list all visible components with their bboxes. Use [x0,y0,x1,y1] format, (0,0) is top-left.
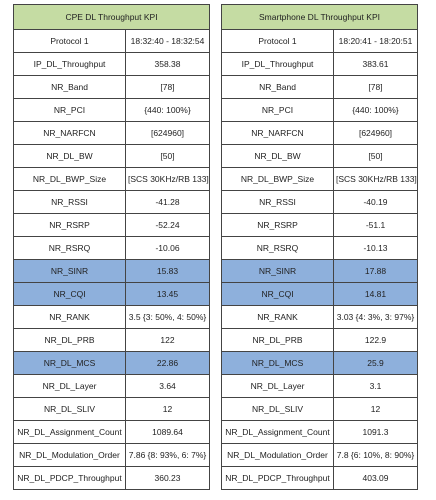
smartphone-kpi-value: 3.03 {4: 3%, 3: 97%} [334,306,418,329]
smartphone-kpi-value: {440: 100%} [334,99,418,122]
cpe-table-row [14,329,210,352]
cpe-kpi-label: NR_DL_Layer [14,375,126,398]
cpe-kpi-value: [SCS 30KHz/RB 133] [126,168,210,191]
cpe-table-row [14,398,210,421]
cpe-kpi-body [14,30,210,490]
smartphone-kpi-value: [50] [334,145,418,168]
smartphone-kpi-label: NR_DL_BWP_Size [222,168,334,191]
cpe-kpi-label: NR_RSSI [14,191,126,214]
smartphone-kpi-value: [SCS 30KHz/RB 133] [334,168,418,191]
cpe-kpi-value: 12 [126,398,210,421]
smartphone-kpi-value: 383.61 [334,53,418,76]
cpe-table-row [14,352,210,375]
cpe-table-row [14,260,210,283]
smartphone-kpi-value: 25.9 [334,352,418,375]
cpe-kpi-label: NR_RSRP [14,214,126,237]
smartphone-table-row [222,260,418,283]
cpe-table-row [14,76,210,99]
smartphone-kpi-body [222,30,418,490]
smartphone-table-row [222,283,418,306]
smartphone-table-row [222,375,418,398]
smartphone-kpi-label: NR_DL_Assignment_Count [222,421,334,444]
smartphone-kpi-label: Protocol 1 [222,30,334,53]
smartphone-kpi-value: 14.81 [334,283,418,306]
cpe-table-row [14,467,210,490]
cpe-kpi-value: 22.86 [126,352,210,375]
cpe-kpi-value: [50] [126,145,210,168]
smartphone-table-row [222,122,418,145]
smartphone-kpi-value: [78] [334,76,418,99]
smartphone-kpi-value: -10.13 [334,237,418,260]
cpe-kpi-value: -10.06 [126,237,210,260]
cpe-kpi-label: NR_DL_PRB [14,329,126,352]
smartphone-kpi-label: NR_DL_SLIV [222,398,334,421]
smartphone-kpi-label: NR_DL_BW [222,145,334,168]
cpe-kpi-label: NR_DL_BW [14,145,126,168]
smartphone-kpi-value: 122.9 [334,329,418,352]
smartphone-table-row [222,444,418,467]
cpe-kpi-value: 13.45 [126,283,210,306]
cpe-kpi-label: NR_PCI [14,99,126,122]
smartphone-table-row [222,421,418,444]
cpe-kpi-value: [78] [126,76,210,99]
smartphone-kpi-label: NR_DL_Modulation_Order [222,444,334,467]
smartphone-table-row [222,329,418,352]
cpe-kpi-value: 360.23 [126,467,210,490]
smartphone-kpi-label: NR_PCI [222,99,334,122]
smartphone-table-row [222,306,418,329]
smartphone-kpi-label: NR_DL_PDCP_Throughput [222,467,334,490]
smartphone-kpi-label: NR_RSRQ [222,237,334,260]
cpe-table-row [14,237,210,260]
cpe-kpi-label: NR_DL_BWP_Size [14,168,126,191]
cpe-kpi-value: -52.24 [126,214,210,237]
cpe-table-row [14,145,210,168]
smartphone-kpi-label: NR_SINR [222,260,334,283]
cpe-kpi-value: 358.38 [126,53,210,76]
smartphone-kpi-label: NR_RANK [222,306,334,329]
smartphone-kpi-value: 18:20:41 - 18:20:51 [334,30,418,53]
smartphone-kpi-title: Smartphone DL Throughput KPI [222,5,418,30]
cpe-table-row [14,168,210,191]
cpe-table-row [14,444,210,467]
cpe-kpi-value: 7.86 {8: 93%, 6: 7%} [126,444,210,467]
smartphone-table-row [222,237,418,260]
cpe-table-row [14,283,210,306]
smartphone-kpi-value: 7.8 {6: 10%, 8: 90%} [334,444,418,467]
cpe-table-row [14,191,210,214]
cpe-kpi-label: NR_DL_Modulation_Order [14,444,126,467]
smartphone-kpi-value: -40.19 [334,191,418,214]
cpe-kpi-value: -41.28 [126,191,210,214]
smartphone-table-row [222,467,418,490]
smartphone-table-row [222,398,418,421]
cpe-kpi-label: NR_Band [14,76,126,99]
smartphone-kpi-value: 3.1 [334,375,418,398]
cpe-kpi-table [13,4,210,490]
cpe-kpi-title: CPE DL Throughput KPI [14,5,210,30]
smartphone-kpi-value: 17.88 [334,260,418,283]
smartphone-table-row [222,168,418,191]
smartphone-table-row [222,99,418,122]
smartphone-kpi-label: NR_CQI [222,283,334,306]
smartphone-kpi-value: 403.09 [334,467,418,490]
cpe-table-row [14,30,210,53]
smartphone-table-row [222,352,418,375]
cpe-kpi-label: Protocol 1 [14,30,126,53]
smartphone-kpi-label: NR_RSSI [222,191,334,214]
cpe-kpi-header-row [14,5,210,30]
cpe-table-row [14,421,210,444]
cpe-table-row [14,375,210,398]
cpe-kpi-label: NR_DL_MCS [14,352,126,375]
smartphone-table-row [222,30,418,53]
smartphone-kpi-label: NR_RSRP [222,214,334,237]
cpe-kpi-value: 1089.64 [126,421,210,444]
smartphone-kpi-label: NR_Band [222,76,334,99]
smartphone-kpi-label: NR_DL_MCS [222,352,334,375]
cpe-kpi-label: NR_RANK [14,306,126,329]
smartphone-kpi-label: IP_DL_Throughput [222,53,334,76]
cpe-kpi-label: NR_DL_PDCP_Throughput [14,467,126,490]
cpe-kpi-value: {440: 100%} [126,99,210,122]
cpe-kpi-value: 18:32:40 - 18:32:54 [126,30,210,53]
smartphone-kpi-label: NR_NARFCN [222,122,334,145]
cpe-kpi-label: NR_NARFCN [14,122,126,145]
cpe-kpi-value: 3.64 [126,375,210,398]
cpe-kpi-label: NR_DL_Assignment_Count [14,421,126,444]
smartphone-kpi-value: 1091.3 [334,421,418,444]
smartphone-kpi-label: NR_DL_Layer [222,375,334,398]
cpe-kpi-label: NR_RSRQ [14,237,126,260]
cpe-kpi-label: NR_CQI [14,283,126,306]
smartphone-kpi-header-row [222,5,418,30]
smartphone-table-row [222,53,418,76]
smartphone-kpi-table [221,4,418,490]
cpe-kpi-value: 122 [126,329,210,352]
cpe-kpi-value: [624960] [126,122,210,145]
smartphone-table-row [222,76,418,99]
smartphone-kpi-value: -51.1 [334,214,418,237]
cpe-kpi-label: IP_DL_Throughput [14,53,126,76]
cpe-table-row [14,122,210,145]
smartphone-table-row [222,145,418,168]
cpe-kpi-label: NR_DL_SLIV [14,398,126,421]
cpe-table-row [14,214,210,237]
smartphone-table-row [222,191,418,214]
cpe-table-row [14,306,210,329]
smartphone-kpi-label: NR_DL_PRB [222,329,334,352]
cpe-kpi-value: 3.5 {3: 50%, 4: 50%} [126,306,210,329]
smartphone-table-row [222,214,418,237]
cpe-table-row [14,99,210,122]
smartphone-kpi-value: [624960] [334,122,418,145]
cpe-kpi-value: 15.83 [126,260,210,283]
smartphone-kpi-value: 12 [334,398,418,421]
cpe-kpi-label: NR_SINR [14,260,126,283]
cpe-table-row [14,53,210,76]
